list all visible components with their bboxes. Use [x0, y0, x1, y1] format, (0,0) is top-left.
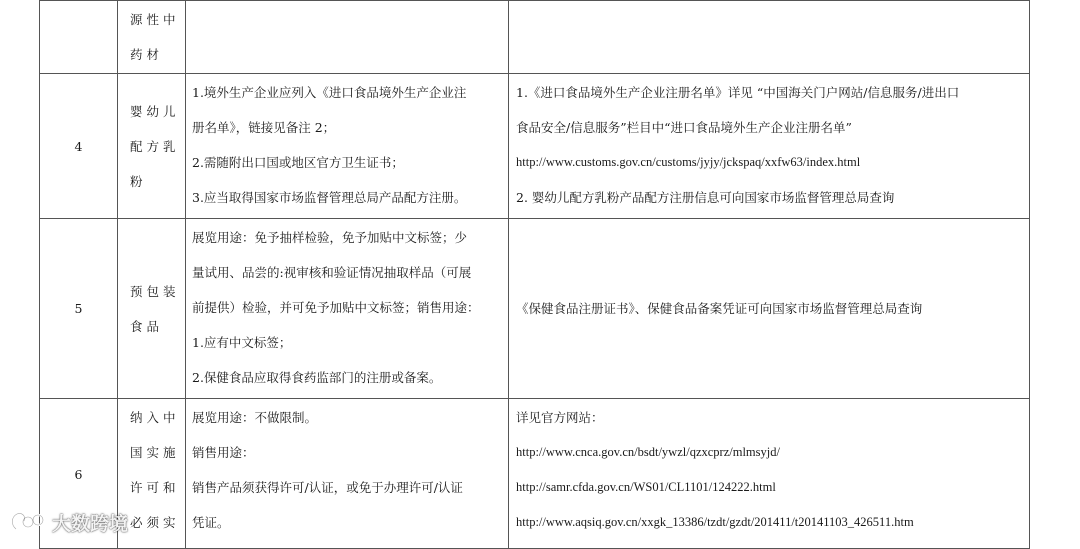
category-line: 粉 — [130, 173, 147, 189]
category-cell — [118, 74, 186, 219]
category-line: 必须实 — [130, 515, 180, 530]
reference-url[interactable]: http://www.customs.gov.cn/customs/jyjy/jckspaq/xxfw63/index.html — [516, 155, 861, 169]
reference-cell — [509, 399, 1030, 549]
requirement-line: 展览用途：不做限制。 — [192, 410, 318, 425]
row-number-cell — [40, 74, 118, 219]
requirement-line: 销售用途： — [192, 445, 255, 460]
reference-line: 食品安全/信息服务”栏目中“进口食品境外生产企业注册名单” — [516, 120, 852, 135]
category-line: 配方乳 — [130, 138, 180, 154]
row-number-cell — [40, 219, 118, 399]
category-line: 许可和 — [130, 480, 180, 495]
category-line: 食品 — [130, 318, 164, 334]
category-line: 源性中 — [130, 12, 180, 27]
watermark-text: 大数跨境 — [52, 512, 129, 535]
requirement-cell — [186, 219, 509, 399]
category-cell — [118, 1, 186, 74]
requirement-line: 凭证。 — [192, 515, 230, 530]
row-number: 4 — [74, 138, 83, 154]
reference-line: 详见官方网站： — [516, 410, 604, 425]
reference-cell — [509, 74, 1030, 219]
reference-url[interactable]: http://www.aqsiq.gov.cn/xxgk_13386/tzdt/gzdt/201411/t20141103_426511.htm — [516, 515, 914, 529]
reference-cell — [509, 219, 1030, 399]
category-line: 纳入中 — [130, 410, 180, 425]
reference-line: 《保健食品注册证书》、保健食品备案凭证可向国家市场监督管理总局查询 — [516, 301, 923, 316]
category-line: 预包装 — [130, 283, 180, 299]
table-row — [40, 399, 1030, 549]
requirement-line: 量试用、品尝的:视审核和验证情况抽取样品（可展 — [192, 265, 472, 280]
requirement-cell — [186, 1, 509, 74]
requirement-line: 销售产品须获得许可/认证，或免于办理许可/认证 — [192, 480, 463, 495]
category-cell — [118, 399, 186, 549]
requirement-line: 展览用途：免予抽样检验，免予加贴中文标签；少 — [192, 230, 468, 245]
requirement-line: 册名单》，链接见备注 2； — [192, 120, 336, 135]
category-line: 药材 — [130, 47, 164, 62]
reference-line: 2. 婴幼儿配方乳粉产品配方注册信息可向国家市场监督管理总局查询 — [516, 190, 895, 205]
table-row — [40, 74, 1030, 219]
requirement-cell — [186, 399, 509, 549]
table-row — [40, 1, 1030, 74]
category-cell — [118, 219, 186, 399]
reference-url[interactable]: http://www.cnca.gov.cn/bsdt/ywzl/qzxcprz/mlmsyjd/ — [516, 445, 780, 459]
reference-cell — [509, 1, 1030, 74]
table-row — [40, 219, 1030, 399]
reference-url[interactable]: http://samr.cfda.gov.cn/WS01/CL1101/124222.html — [516, 480, 776, 494]
requirement-line: 2.需随附出口国或地区官方卫生证书； — [192, 155, 404, 170]
requirement-line: 前提供）检验，并可免予加贴中文标签；销售用途： — [192, 300, 480, 315]
reference-line: 1.《进口食品境外生产企业注册名单》详见 “中国海关门户网站/信息服务/进出口 — [516, 85, 960, 100]
row-number-cell — [40, 399, 118, 549]
requirement-line: 3.应当取得国家市场监督管理总局产品配方注册。 — [192, 190, 467, 205]
requirement-line: 1.应有中文标签； — [192, 335, 292, 350]
requirement-cell — [186, 74, 509, 219]
requirement-line: 1.境外生产企业应列入《进口食品境外生产企业注 — [192, 85, 467, 100]
row-number-cell — [40, 1, 118, 74]
category-line: 婴幼儿 — [130, 103, 180, 119]
row-number: 6 — [74, 467, 83, 482]
requirement-line: 2.保健食品应取得食药监部门的注册或备案。 — [192, 370, 442, 385]
regulation-table — [39, 0, 1030, 549]
row-number: 5 — [74, 301, 83, 316]
category-line: 国实施 — [130, 445, 180, 460]
